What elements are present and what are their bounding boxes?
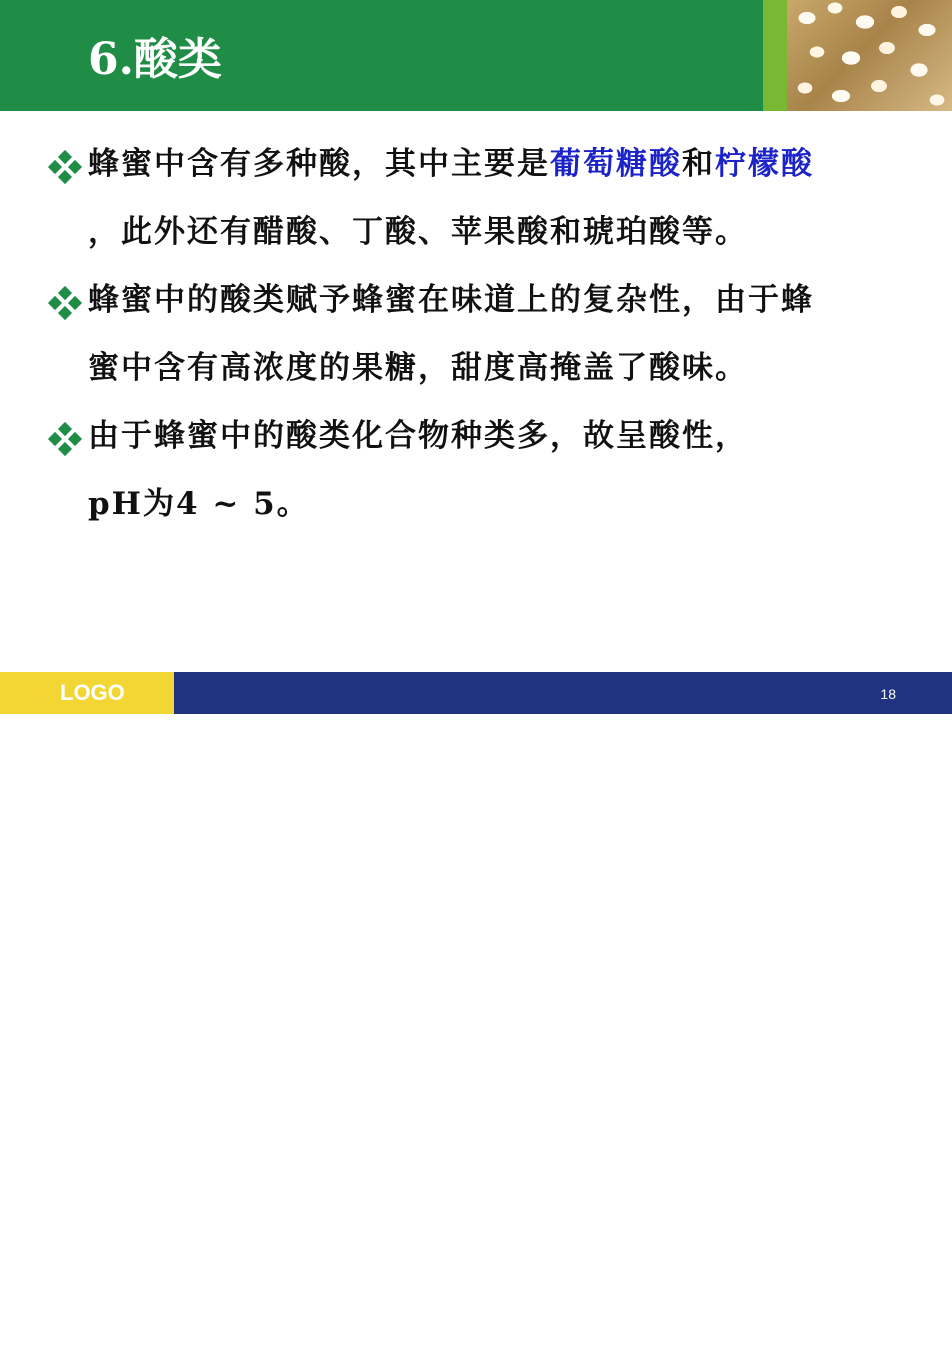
four-diamond-bullet-icon	[50, 288, 80, 318]
slide-header	[0, 0, 952, 111]
logo: LOGO	[60, 680, 125, 705]
text-run: ，此外还有醋酸、丁酸、苹果酸和琥珀酸等。	[88, 214, 748, 250]
bullet-paragraph	[50, 402, 920, 538]
header-photo	[787, 0, 952, 111]
footer-band	[174, 672, 952, 714]
text-run: 蜜中含有高浓度的果糖，甜度高掩盖了酸味。	[88, 350, 748, 386]
text-run: 由于蜂蜜中的酸类化合物种类多，故呈酸性，	[88, 418, 748, 454]
four-diamond-bullet-icon	[50, 152, 80, 182]
header-accent-stripe	[763, 0, 787, 111]
bullet-line	[88, 266, 920, 334]
bullet-line	[88, 130, 920, 198]
highlighted-term: 柠檬酸	[715, 146, 814, 182]
bullet-line	[88, 334, 920, 402]
bullet-line	[88, 470, 920, 538]
text-run: 蜂蜜中含有多种酸，其中主要是	[88, 146, 550, 182]
bullet-paragraph	[50, 266, 920, 402]
text-run: pH为4 ~ 5。	[88, 486, 310, 522]
highlighted-term: 葡萄糖酸	[550, 146, 682, 182]
bullet-line	[88, 402, 920, 470]
text-run: 和	[682, 146, 715, 182]
bullet-paragraph	[50, 130, 920, 266]
bullet-line	[88, 198, 920, 266]
text-run: 蜂蜜中的酸类赋予蜂蜜在味道上的复杂性，由于蜂	[88, 282, 814, 318]
page-number: 18	[880, 686, 896, 702]
slide-footer	[0, 672, 952, 714]
slide-title: 6.酸类	[88, 34, 222, 85]
slide-body	[50, 130, 920, 538]
four-diamond-bullet-icon	[50, 424, 80, 454]
